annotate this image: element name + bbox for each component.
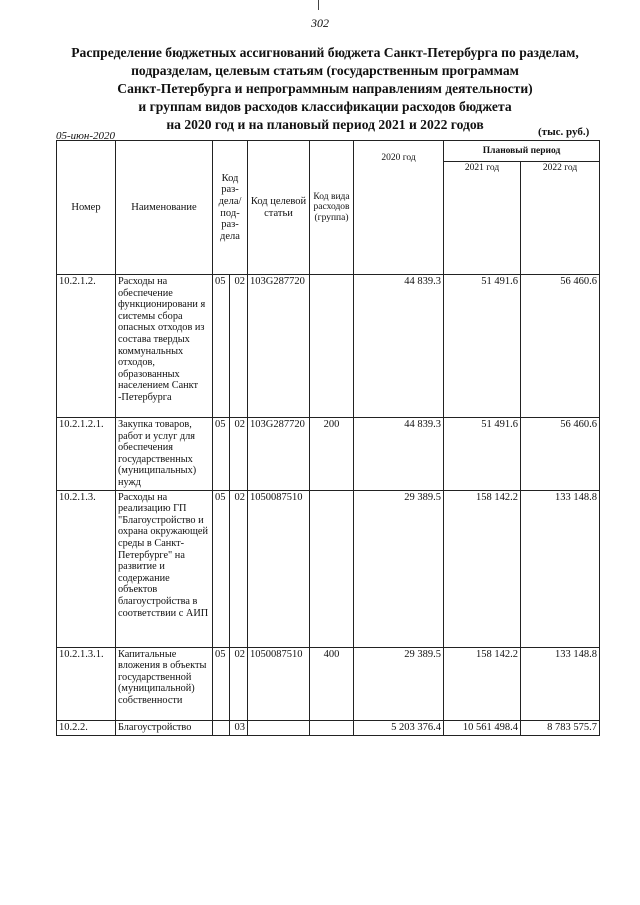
row-subsection: 02 <box>230 490 248 647</box>
row-group-code <box>310 490 354 647</box>
row-value-2020: 44 839.3 <box>354 275 444 418</box>
row-value-2020: 29 389.5 <box>354 490 444 647</box>
row-value-2022: 133 148.8 <box>521 490 600 647</box>
row-subsection: 02 <box>230 647 248 720</box>
row-section: 05 <box>213 647 230 720</box>
header-target: Код целевой статьи <box>248 141 310 275</box>
row-number: 10.2.1.2.1. <box>57 418 116 491</box>
budget-table <box>56 140 600 736</box>
title-line: Распределение бюджетных ассигнований бюджета Санкт-Петербурга по разделам, <box>71 45 579 60</box>
row-name: Закупка товаров, работ и услуг для обеспечения государственных (муниципальных) нужд <box>116 418 213 491</box>
row-value-2022: 8 783 575.7 <box>521 720 600 735</box>
header-2022: 2022 год <box>521 161 600 274</box>
units-label: (тыс. руб.) <box>538 126 590 138</box>
table-row <box>57 647 600 720</box>
row-subsection: 02 <box>230 275 248 418</box>
row-name: Расходы на реализацию ГП "Благоустройство и охрана окружающей среды в Санкт-Петербурге" на развитие и содержание объектов благоустройства в соответствии с АИП <box>116 490 213 647</box>
row-value-2021: 10 561 498.4 <box>444 720 521 735</box>
header-planned-period: Плановый период <box>444 141 600 162</box>
row-value-2022: 56 460.6 <box>521 418 600 491</box>
row-value-2021: 51 491.6 <box>444 275 521 418</box>
table-row <box>57 275 600 418</box>
row-subsection: 02 <box>230 418 248 491</box>
title-line: на 2020 год и на плановый период 2021 и 2022 годов <box>166 117 484 132</box>
row-subsection: 03 <box>230 720 248 735</box>
title-line: Санкт-Петербурга и непрограммным направлениям деятельности) <box>117 81 533 96</box>
header-2020: 2020 год <box>354 141 444 275</box>
document-date: 05-июн-2020 <box>56 130 116 142</box>
row-name: Капитальные вложения в объекты государственной (муниципальной) собственности <box>116 647 213 720</box>
title-line: подразделам, целевым статьям (государственным программам <box>131 63 519 78</box>
page-number: 302 <box>311 16 329 30</box>
row-target-code <box>248 720 310 735</box>
header-name: Наименование <box>116 141 213 275</box>
header-group: Код вида расходов (группа) <box>310 141 354 275</box>
table-row <box>57 418 600 491</box>
row-number: 10.2.2. <box>57 720 116 735</box>
row-value-2021: 158 142.2 <box>444 647 521 720</box>
row-section <box>213 720 230 735</box>
row-group-code: 400 <box>310 647 354 720</box>
row-section: 05 <box>213 275 230 418</box>
row-target-code: 103G287720 <box>248 275 310 418</box>
row-section: 05 <box>213 490 230 647</box>
row-group-code: 200 <box>310 418 354 491</box>
row-value-2021: 158 142.2 <box>444 490 521 647</box>
row-value-2020: 5 203 376.4 <box>354 720 444 735</box>
table-header-row <box>57 141 600 162</box>
row-section: 05 <box>213 418 230 491</box>
row-name: Благоустройство <box>116 720 213 735</box>
row-value-2021: 51 491.6 <box>444 418 521 491</box>
row-group-code <box>310 720 354 735</box>
row-value-2020: 29 389.5 <box>354 647 444 720</box>
row-value-2022: 56 460.6 <box>521 275 600 418</box>
header-section: Код раз- дела/ под- раз- дела <box>213 141 248 275</box>
row-number: 10.2.1.3. <box>57 490 116 647</box>
table-row <box>57 490 600 647</box>
row-target-code: 103G287720 <box>248 418 310 491</box>
title-line: и группам видов расходов классификации расходов бюджета <box>138 99 512 114</box>
top-divider-line <box>318 0 319 10</box>
row-target-code: 1050087510 <box>248 647 310 720</box>
row-name: Расходы на обеспечение функционировани я системы сбора опасных отходов из состава твердых коммунальных отходов, образованных населением Санкт -Петербурга <box>116 275 213 418</box>
document-title <box>60 44 590 134</box>
row-target-code: 1050087510 <box>248 490 310 647</box>
header-2021: 2021 год <box>444 161 521 274</box>
row-group-code <box>310 275 354 418</box>
row-number: 10.2.1.3.1. <box>57 647 116 720</box>
table-row <box>57 720 600 735</box>
row-value-2020: 44 839.3 <box>354 418 444 491</box>
header-number: Номер <box>57 141 116 275</box>
row-value-2022: 133 148.8 <box>521 647 600 720</box>
row-number: 10.2.1.2. <box>57 275 116 418</box>
